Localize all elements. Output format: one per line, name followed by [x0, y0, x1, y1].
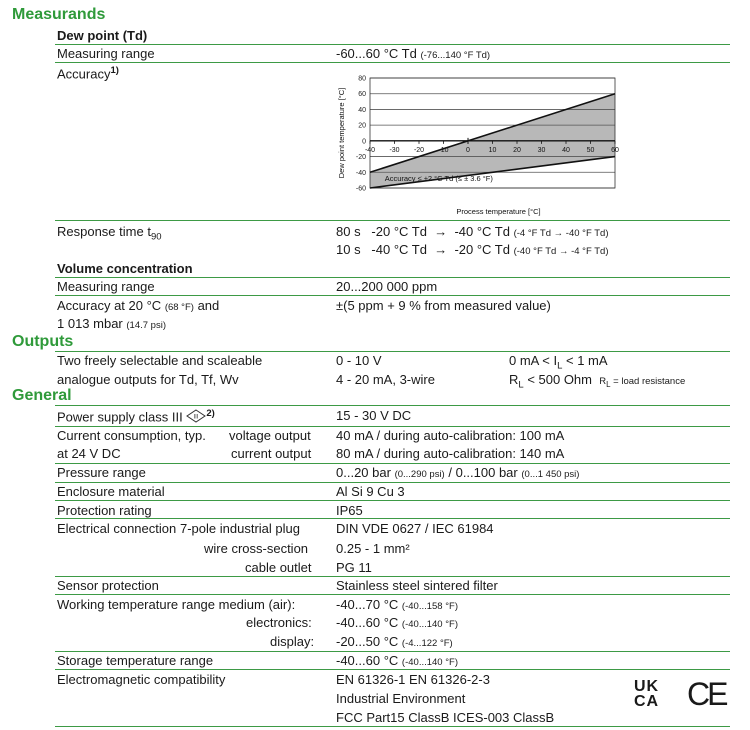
outputs-label-2: analogue outputs for Td, Tf, Wv: [57, 372, 239, 387]
outputs-voltage: 0 - 10 V: [336, 353, 382, 368]
outputs-current-load: $R_L < 500$ Ohm $R_L$ = load resistance: [509, 372, 686, 391]
emc-value-1: EN 61326-1 EN 61326-2-3: [336, 672, 490, 687]
y-tick-label: -40: [355, 169, 366, 177]
consumption-sub-1: voltage output: [229, 428, 311, 443]
volume-range-value: 20...200 000 ppm: [336, 279, 438, 294]
sensor-value: Stainless steel sintered filter: [336, 578, 498, 593]
x-tick-label: 60: [611, 146, 619, 154]
pressure-value: 0...20 bar (0...290 psi) / 0...100 bar (0...1 450 psi): [336, 465, 580, 480]
working-sub-3: display:: [270, 634, 315, 649]
dewpoint-range-label: Measuring range: [57, 46, 155, 61]
y-tick-label: -20: [355, 154, 366, 162]
electrical-sub-1: 7-pole industrial plug: [180, 521, 300, 536]
outputs-label-1: Two freely selectable and scaleable: [57, 353, 263, 368]
working-value-2: -40...60 °C (-40...140 °F): [336, 615, 458, 630]
volume-accuracy-value: ±(5 ppm + 9 % from measured value): [336, 298, 551, 313]
working-value-1: -40...70 °C (-40...158 °F): [336, 597, 458, 612]
dewpoint-range-value: -60...60 °C Td (-76...140 °F Td): [336, 46, 491, 61]
electrical-sub-3: cable outlet: [245, 560, 312, 575]
enclosure-label: Enclosure material: [57, 484, 165, 499]
storage-value: -40...60 °C (-40...140 °F): [336, 653, 458, 668]
section-measurands: Measurands: [12, 6, 106, 23]
volume-accuracy-label-1: Accuracy at 20 °C (68 °F) and: [57, 298, 220, 313]
emc-label: Electromagnetic compatibility: [57, 672, 226, 687]
electrical-label: Electrical connection: [57, 521, 177, 536]
protection-value: IP65: [336, 503, 363, 518]
consumption-label-1: Current consumption, typ.: [57, 428, 206, 443]
electrical-value-3: PG 11: [336, 560, 372, 575]
y-tick-label: 80: [358, 75, 366, 83]
storage-label: Storage temperature range: [57, 653, 214, 668]
x-tick-label: -20: [413, 146, 425, 154]
working-sub-2: electronics:: [246, 615, 312, 630]
electrical-value-1: DIN VDE 0627 / IEC 61984: [336, 521, 494, 536]
x-tick-label: 30: [537, 146, 546, 154]
volume-range-label: Measuring range: [57, 279, 155, 294]
consumption-value-1: 40 mA / during auto-calibration: 100 mA: [336, 428, 565, 443]
y-tick-label: 20: [358, 122, 366, 130]
pressure-label: Pressure range: [57, 465, 146, 480]
x-tick-label: 50: [586, 146, 595, 154]
protection-class-iii-icon: [186, 409, 206, 423]
enclosure-value: Al Si 9 Cu 3: [336, 484, 405, 499]
x-tick-label: -30: [389, 146, 400, 154]
section-general: General: [12, 387, 72, 404]
y-tick-label: 40: [358, 106, 366, 114]
working-label: Working temperature range medium (air):: [57, 597, 296, 612]
outputs-current: 4 - 20 mA, 3-wire: [336, 372, 435, 387]
y-axis-label: Dew point temperature [°C]: [337, 87, 346, 179]
dewpoint-heading: Dew point (Td): [57, 28, 148, 43]
x-tick-label: 20: [513, 146, 521, 154]
dewpoint-accuracy-label: Accuracy$^{1)}$: [57, 65, 119, 82]
x-tick-label: -40: [364, 146, 376, 154]
accuracy-chart-svg: [334, 64, 629, 216]
electrical-sub-2: wire cross-section: [204, 541, 309, 556]
response-row-1: 80 s -20 °C Td → -40 °C Td (-4 °F Td → -40 °F Td): [336, 224, 609, 239]
emc-value-3: FCC Part15 ClassB ICES-003 ClassB: [336, 710, 555, 725]
y-tick-label: -60: [355, 185, 366, 193]
consumption-value-2: 80 mA / during auto-calibration: 140 mA: [336, 446, 565, 461]
x-axis-label: Process temperature [°C]: [456, 207, 541, 216]
consumption-sub-2: current output: [231, 446, 312, 461]
sensor-label: Sensor protection: [57, 578, 159, 593]
electrical-value-2: 0.25 - 1 mm²: [336, 541, 410, 556]
ukca-mark-icon: UK CA: [634, 678, 660, 710]
y-tick-label: 0: [362, 138, 366, 146]
x-tick-label: 40: [562, 146, 570, 154]
protection-label: Protection rating: [57, 503, 152, 518]
x-tick-label: -10: [438, 146, 449, 154]
x-tick-label: 10: [488, 146, 497, 154]
outputs-voltage-load: 0 mA < $I_L < 1$ mA: [509, 353, 608, 372]
ce-mark-icon: CE: [687, 676, 726, 712]
response-row-2: 10 s -40 °C Td → -20 °C Td (-40 °F Td → -4 °F Td): [336, 242, 609, 257]
consumption-label-2: at 24 V DC: [57, 446, 121, 461]
volume-heading: Volume concentration: [57, 261, 193, 276]
section-outputs: Outputs: [12, 333, 74, 350]
emc-value-2: Industrial Environment: [336, 691, 466, 706]
working-value-3: -20...50 °C (-4...122 °F): [336, 634, 453, 649]
protection-class-iii-text: III: [193, 414, 199, 421]
power-value: 15 - 30 V DC: [336, 408, 412, 423]
y-tick-label: 60: [358, 91, 366, 99]
accuracy-chart: [334, 64, 629, 216]
power-label: Power supply class III III $^{2)}$: [57, 408, 215, 425]
response-label: Response time $t_{90}$: [57, 224, 162, 243]
x-tick-label: 0: [466, 146, 470, 154]
accuracy-annotation: Accuracy ≤ ±2 °C Td (≤ ± 3.6 °F): [384, 173, 493, 183]
volume-accuracy-label-2: 1 013 mbar (14.7 psi): [57, 316, 166, 331]
